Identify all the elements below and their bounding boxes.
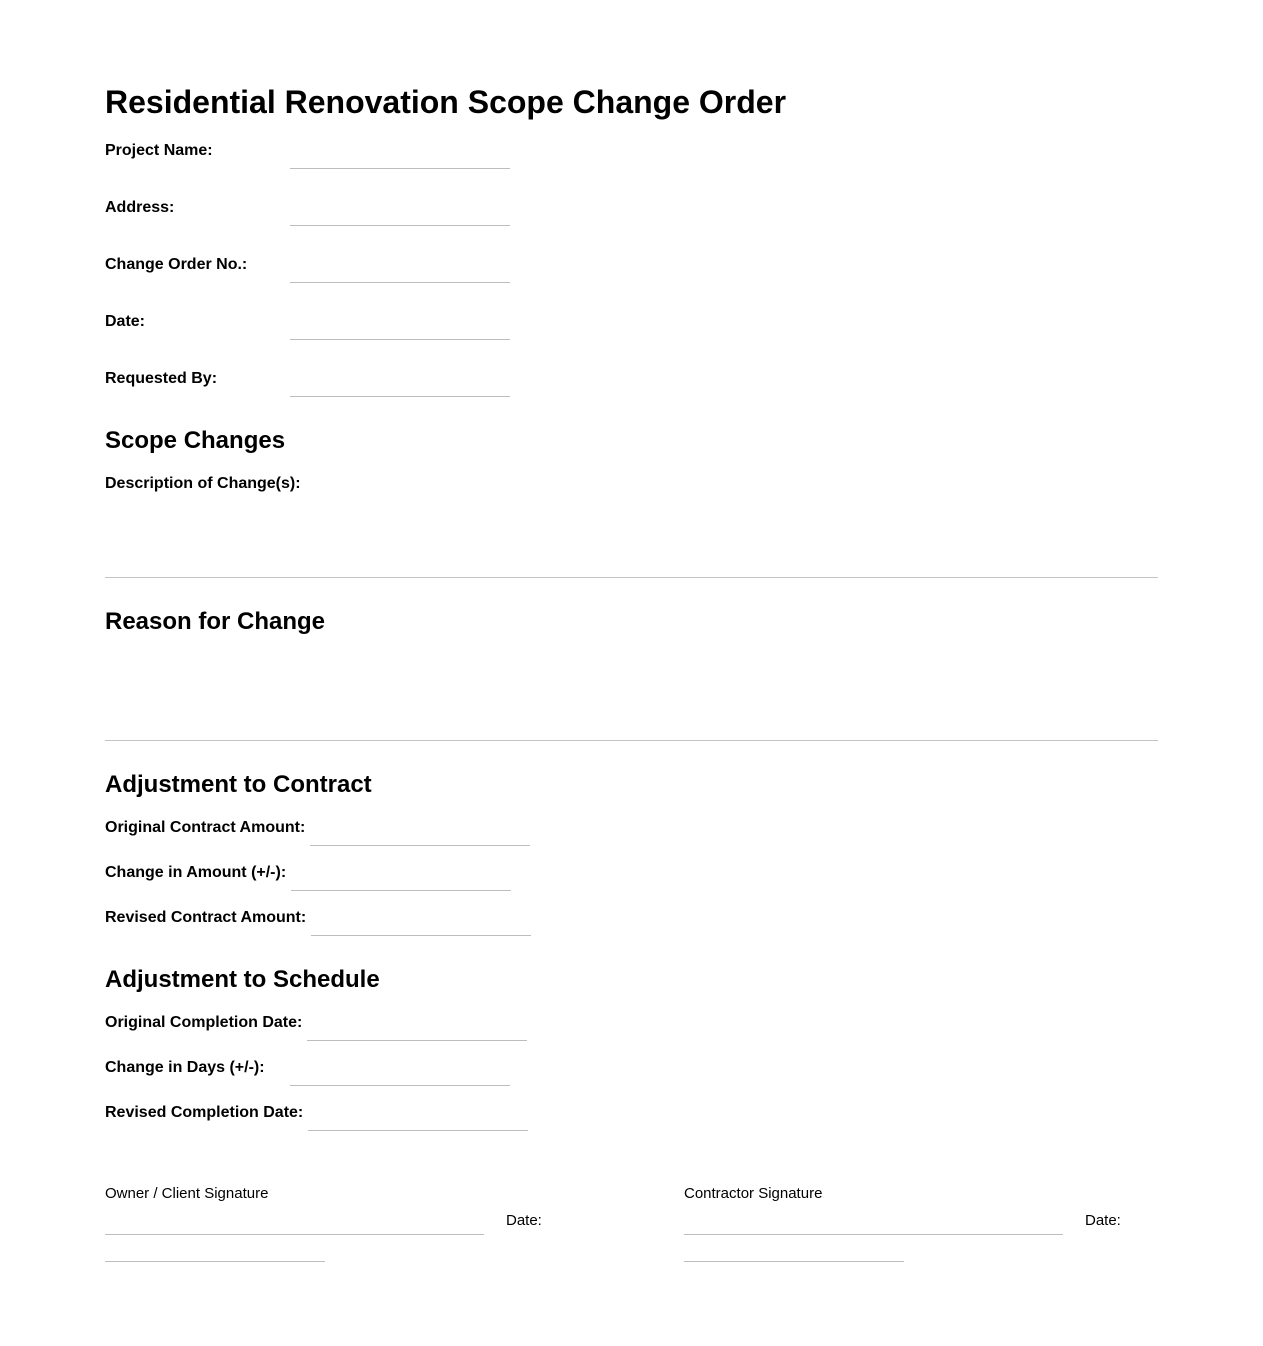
change-in-amount-field[interactable] (291, 890, 511, 891)
date-label: Date: (105, 313, 146, 330)
change-order-no-field[interactable] (290, 282, 510, 283)
page-title: Residential Renovation Scope Change Order (105, 84, 787, 120)
original-completion-date-label: Original Completion Date: (105, 1014, 303, 1031)
change-order-no-label: Change Order No.: (105, 256, 248, 273)
contract-heading: Adjustment to Contract (105, 771, 372, 798)
change-in-days-label: Change in Days (+/-): (105, 1059, 265, 1076)
revised-contract-amount-label: Revised Contract Amount: (105, 909, 307, 926)
original-completion-date-field[interactable] (307, 1040, 527, 1041)
owner-date-field[interactable] (105, 1261, 325, 1262)
description-divider (105, 577, 1158, 578)
scope-changes-heading: Scope Changes (105, 427, 286, 454)
contractor-date-label: Date: (1085, 1212, 1121, 1229)
schedule-heading: Adjustment to Schedule (105, 966, 380, 993)
date-field[interactable] (290, 339, 510, 340)
owner-date-label: Date: (506, 1212, 542, 1229)
reason-heading: Reason for Change (105, 608, 326, 635)
contractor-date-field[interactable] (684, 1261, 904, 1262)
revised-completion-date-field[interactable] (308, 1130, 528, 1131)
reason-field[interactable] (105, 645, 1158, 739)
contractor-signature-field[interactable] (684, 1234, 1063, 1235)
project-name-label: Project Name: (105, 142, 213, 159)
reason-divider (105, 740, 1158, 741)
address-label: Address: (105, 199, 175, 216)
owner-signature-field[interactable] (105, 1234, 484, 1235)
original-contract-amount-label: Original Contract Amount: (105, 819, 306, 836)
contractor-signature-label: Contractor Signature (684, 1185, 823, 1202)
revised-completion-date-label: Revised Completion Date: (105, 1104, 304, 1121)
original-contract-amount-field[interactable] (310, 845, 530, 846)
address-field[interactable] (290, 225, 510, 226)
change-in-days-field[interactable] (290, 1085, 510, 1086)
change-in-amount-label: Change in Amount (+/-): (105, 864, 287, 881)
description-label: Description of Change(s): (105, 475, 301, 492)
project-name-field[interactable] (290, 168, 510, 169)
revised-contract-amount-field[interactable] (311, 935, 531, 936)
description-field[interactable] (105, 500, 1158, 576)
requested-by-label: Requested By: (105, 370, 218, 387)
owner-signature-label: Owner / Client Signature (105, 1185, 269, 1202)
requested-by-field[interactable] (290, 396, 510, 397)
